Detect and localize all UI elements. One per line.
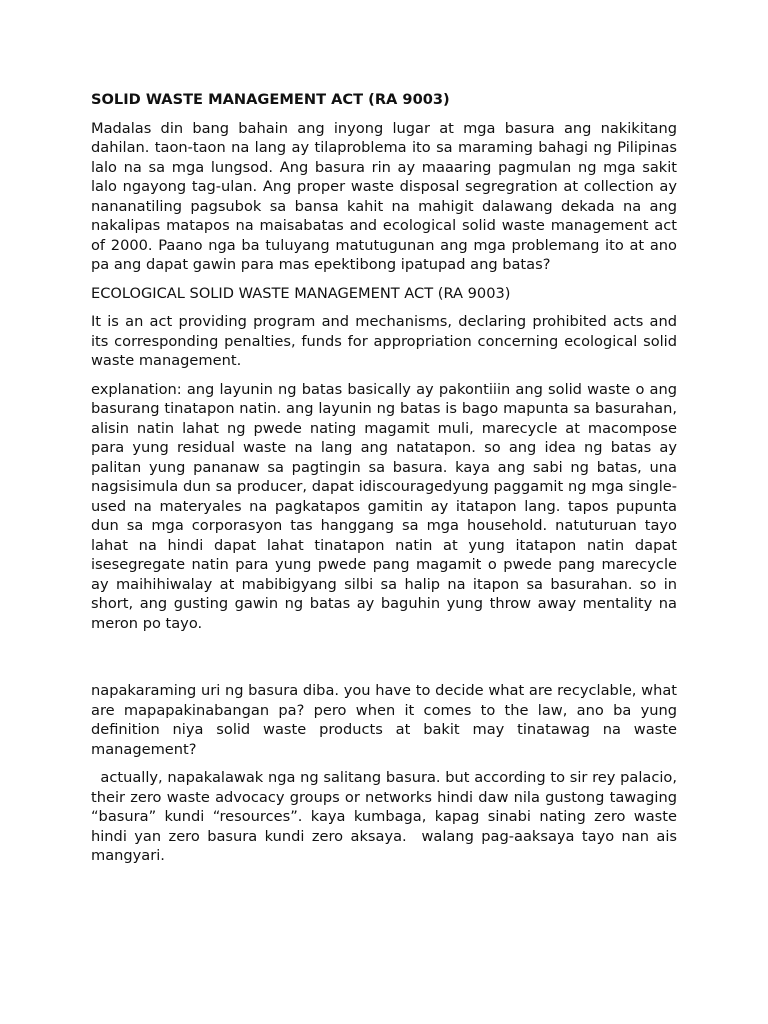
intro-paragraph: Madalas din bang bahain ang inyong lugar at mga basura ang nakikitang dahilan. taon-taon na lang ay tilaproblema ito sa maraming bahagi ng Pilipinas lalo na sa mga lungsod. Ang basura rin ay maaaring pagmulan ng mga sakit lalo ngayong tag-ulan. Ang proper waste disposal segregration at collection ay nananatiling pagsubok sa bansa kahit na mahigit dalawang dekada na ang nakalipas matapos na maisabatas and ecological solid waste management act of 2000. Paano nga ba tuluyang matutugunan ang mga problemang ito at ano pa ang dapat gawin para mas epektibong ipatupad ang batas?: [91, 119, 677, 273]
section-heading: ECOLOGICAL SOLID WASTE MANAGEMENT ACT (RA 9003): [91, 284, 511, 302]
question-paragraph: napakaraming uri ng basura diba. you have to decide what are recyclable, what are mapapakinabangan pa? pero when it comes to the law, ano ba yung definition niya solid waste products at bakit may tinatawag na waste management?: [91, 682, 677, 758]
document-page: [91, 90, 682, 875]
answer-paragraph: actually, napakalawak nga ng salitang basura. but according to sir rey palacio, their zero waste advocacy groups or networks hindi daw nila gustong tawaging “basura” kundi “resources”. kaya kumbaga, kapag sinabi nating zero waste hindi yan zero basura kundi zero aksaya. walang pag-aaksaya tayo nan ais mangyari.: [91, 769, 682, 864]
definition-paragraph: It is an act providing program and mechanisms, declaring prohibited acts and its corresponding penalties, funds for appropriation concerning ecological solid waste management.: [91, 313, 677, 369]
paragraph-spacer: [91, 642, 677, 681]
document-title: SOLID WASTE MANAGEMENT ACT (RA 9003): [91, 91, 450, 108]
explanation-paragraph: explanation: ang layunin ng batas basically ay pakontiiin ang solid waste o ang basurang tinatapon natin. ang layunin ng batas is bago mapunta sa basurahan, alisin natin lahat ng pwede nating magamit muli, marecycle at macompose para yung residual waste na lang ang natatapon. so ang idea ng batas ay palitan yung pananaw sa pagtingin sa basura. kaya ang sabi ng batas, una nagsisimula dun sa producer, dapat idiscouragedyung paggamit ng mga single-used na materyales na pagkatapos gamitin ay itatapon lang. tapos pupunta dun sa mga corporasyon tas hanggang sa mga household. natuturuan tayo lahat na hindi dapat lahat tinatapon natin at yung itatapon natin dapat isesegregate natin para yung pwede pang magamit o pwede pang marecycle ay maihihiwalay at mabibigyang silbi sa halip na itapon sa basurahan. so in short, ang gusting gawin ng batas ay baguhin yung throw away mentality na meron po tayo.: [91, 380, 677, 632]
